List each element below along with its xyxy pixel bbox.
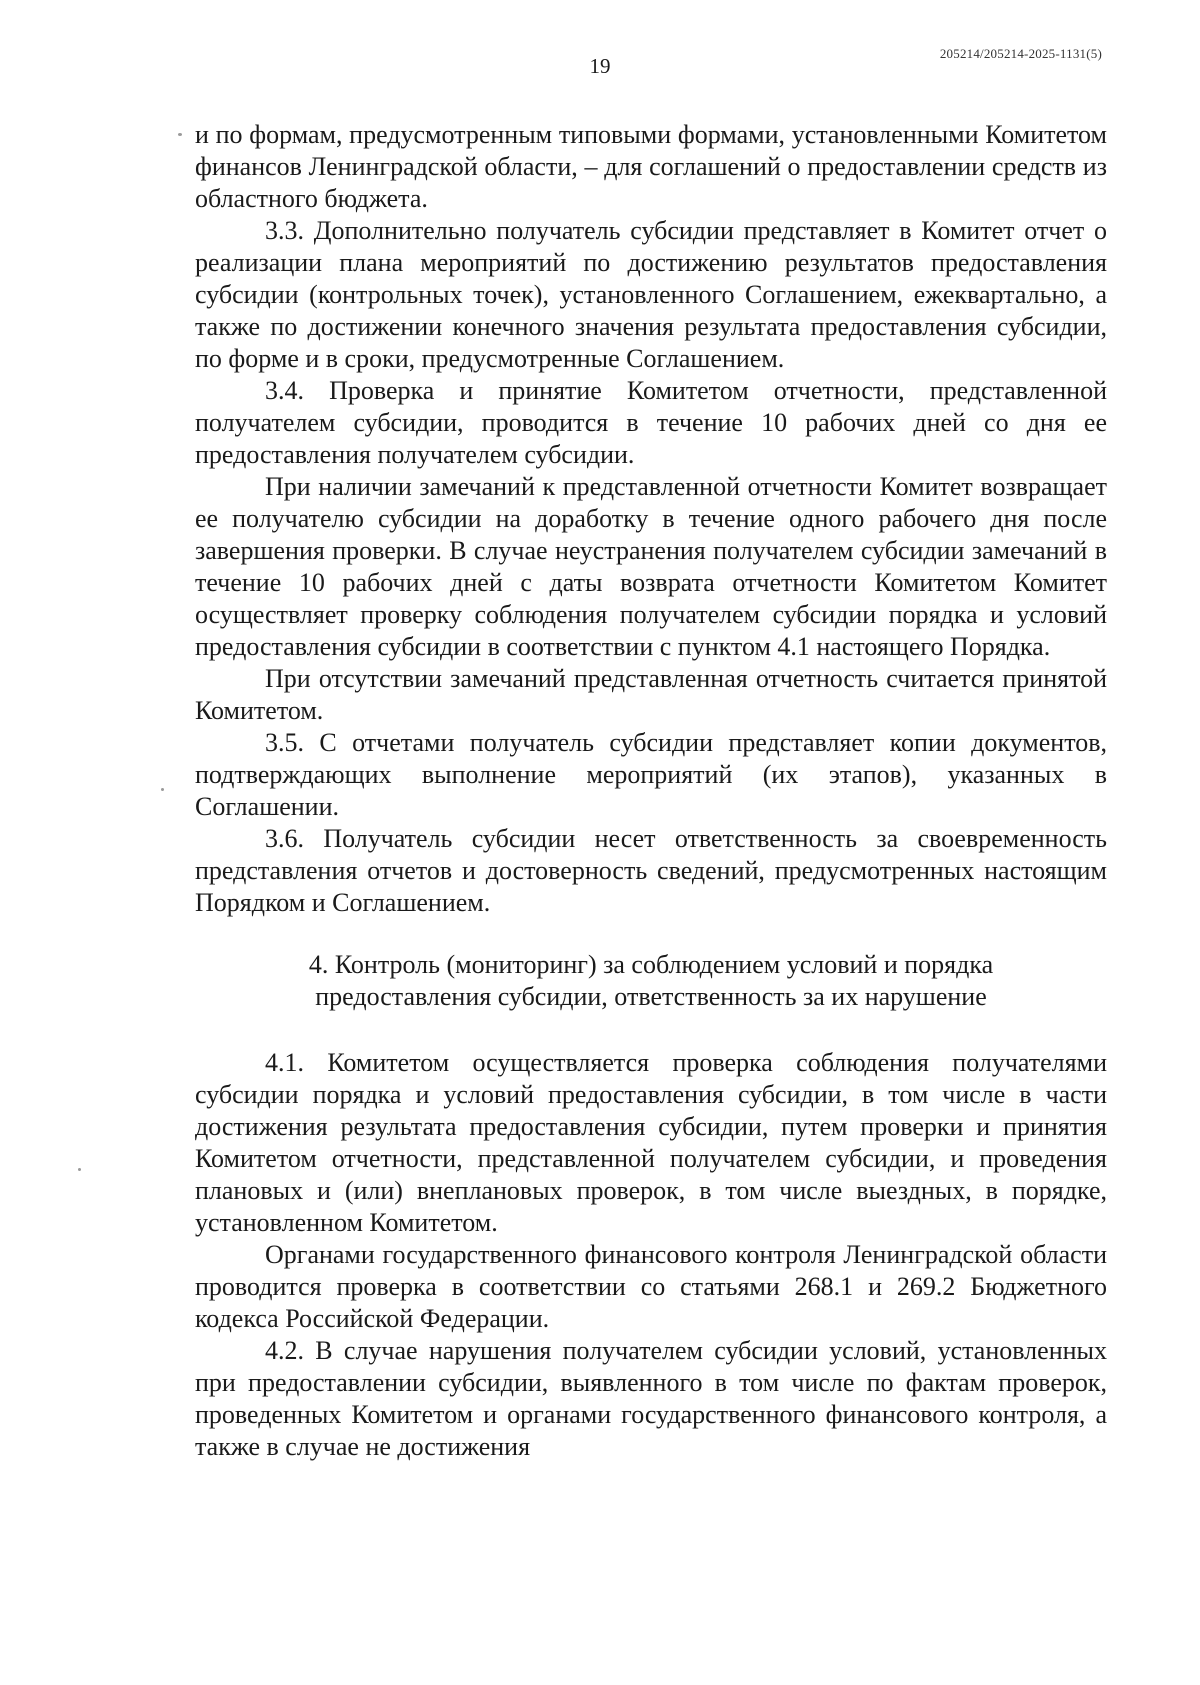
document-body <box>195 119 1107 1463</box>
paragraph-3-6: 3.6. Получатель субсидии несет ответственность за своевременность представления отчетов и достоверность сведений, предусмотренных настоящим Порядком и Соглашением. <box>195 824 1107 917</box>
paragraph-financial-control: Органами государственного финансового контроля Ленинградской области проводится проверка в соответствии со статьями 268.1 и 269.2 Бюджетного кодекса Российской Федерации. <box>195 1240 1107 1333</box>
scan-speck <box>178 133 182 136</box>
paragraph-3-5: 3.5. С отчетами получатель субсидии представляет копии документов, подтверждающих выполнение мероприятий (их этапов), указанных в Соглашении. <box>195 728 1107 821</box>
paragraph-3-3: 3.3. Дополнительно получатель субсидии представляет в Комитет отчет о реализации плана мероприятий по достижению результатов предоставления субсидии (контрольных точек), установленного Соглашением, ежеквартально, а также по достижении конечного значения результата предоставления субсидии, по форме и в сроки, предусмотренные Соглашением. <box>195 216 1107 373</box>
scan-speck <box>161 788 164 791</box>
scan-speck <box>78 1168 81 1171</box>
section-4-heading-line-1: 4. Контроль (мониторинг) за соблюдением условий и порядка <box>308 950 994 979</box>
paragraph-remarks: При наличии замечаний к представленной отчетности Комитет возвращает ее получателю субсидии на доработку в течение одного рабочего дня после завершения проверки. В случае неустранения получателем субсидии замечаний в течение 10 рабочих дней с даты возврата отчетности Комитетом Комитет осуществляет проверку соблюдения получателем субсидии порядка и условий предоставления субсидии в соответствии с пунктом 4.1 настоящего Порядка. <box>195 472 1107 661</box>
page-number: 19 <box>589 54 611 78</box>
paragraph-4-1: 4.1. Комитетом осуществляется проверка соблюдения получателями субсидии порядка и условий предоставления субсидии, в том числе в части достижения результата предоставления субсидии, путем проверки и принятия Комитетом отчетности, представленной получателем субсидии, и проведения плановых и (или) внеплановых проверок, в том числе выездных, в порядке, установленном Комитетом. <box>195 1048 1107 1237</box>
paragraph-3-4: 3.4. Проверка и принятие Комитетом отчетности, представленной получателем субсидии, проводится в течение 10 рабочих дней со дня ее предоставления получателем субсидии. <box>195 376 1107 469</box>
paragraph-continuation: и по формам, предусмотренным типовыми формами, установленными Комитетом финансов Ленинградской области, – для соглашений о предоставлении средств из областного бюджета. <box>195 120 1107 213</box>
paragraph-no-remarks: При отсутствии замечаний представленная отчетность считается принятой Комитетом. <box>195 664 1107 725</box>
section-4-heading-line-2: предоставления субсидии, ответственность за их нарушение <box>315 982 987 1011</box>
paragraph-4-2: 4.2. В случае нарушения получателем субсидии условий, установленных при предоставлении субсидии, выявленного в том числе по фактам проверок, проведенных Комитетом и органами государственного финансового контроля, а также в случае не достижения <box>195 1336 1107 1461</box>
section-4-heading <box>195 949 1107 1013</box>
document-code: 205214/205214-2025-1131(5) <box>939 46 1102 61</box>
